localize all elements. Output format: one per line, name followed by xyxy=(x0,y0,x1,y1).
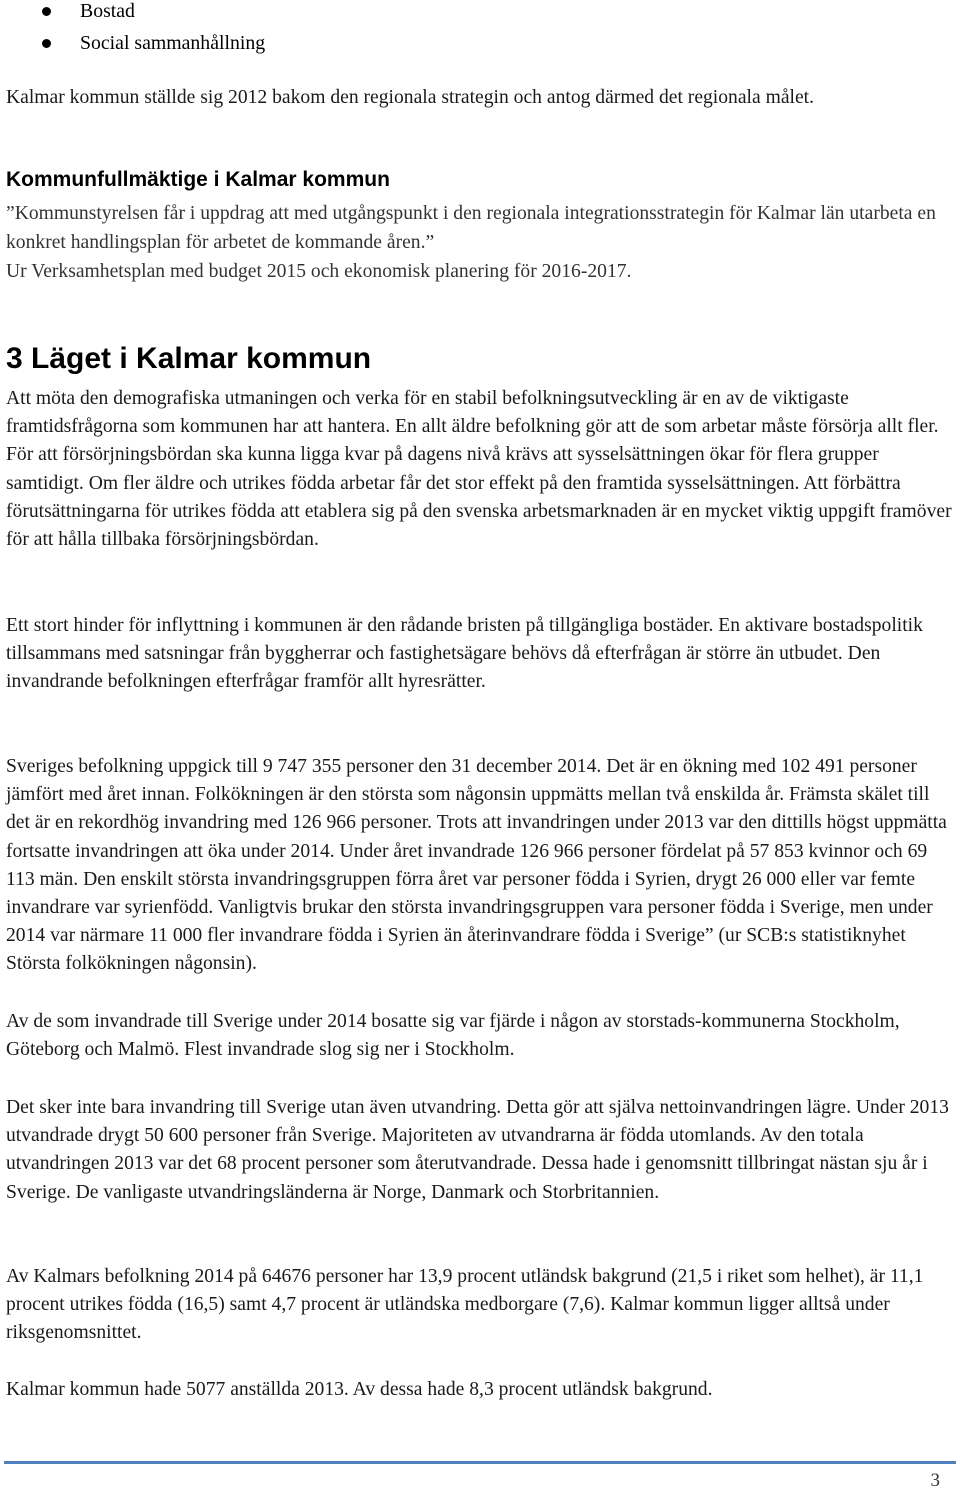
paragraph-demography: Att möta den demografiska utmaningen och verka för en stabil befolkningsutveckling är en av de viktigaste framtidsfrågorna som kommunen har att hantera. En allt äldre befolkning gör att de som arbetar måste försörja allt fler. För att försörjningsbördan ska kunna ligga kvar på dagens nivå krävs att sysselsättningen ökar för flera grupper samtidigt. Om fler äldre och utrikes födda arbetar får det stor effekt på den framtida sysselsättningen. Att förbättra förutsättningarna för utrikes födda att etablera sig på den svenska arbetsmarknaden är en mycket viktig uppgift framöver för att hålla tillbaka försörjningsbördan. xyxy=(6,388,952,551)
paragraph-housing: Ett stort hinder för inflyttning i kommunen är den rådande bristen på tillgängliga bostäder. En aktivare bostadspolitik tillsammans med satsningar från byggherrar och fastighetsägare behövs då efterfrågan är större än utbudet. Den invandrande befolkningen efterfrågar framför allt hyresrätter. xyxy=(6,615,923,693)
paragraph-kalmar-stats: Av Kalmars befolkning 2014 på 64676 personer har 13,9 procent utländsk bakgrund (21,5 i riket som helhet), är 11,1 procent utrikes födda (16,5) samt 4,7 procent är utländska medborgare (7,6). Kalmar kommun ligger alltså under riksgenomsnittet. xyxy=(6,1266,924,1344)
footer-rule xyxy=(4,1461,956,1464)
bullet-dot-icon xyxy=(42,7,51,16)
paragraph-metro: Av de som invandrade till Sverige under 2014 bosatte sig var fjärde i någon av storstads-kommunerna Stockholm, Göteborg och Malmö. Flest invandrade slog sig ner i Stockholm. xyxy=(6,1011,900,1061)
bullet-text: Bostad xyxy=(80,0,135,22)
bullet-item xyxy=(36,27,265,59)
paragraph-population: Sveriges befolkning uppgick till 9 747 355 personer den 31 december 2014. Det är en ökning med 102 491 personer jämfört med året innan. Folkökningen är den största som någonsin uppmätts mellan två enskilda år. Främsta skälet till det är en rekordhög invandring med 126 966 personer. Trots att invandringen under 2013 var den dittills högst uppmätta fortsatte invandringen att öka under 2014. Under året invandrade 126 966 personer fördelat på 57 853 kvinnor och 69 113 män. Den enskilt största invandringsgruppen förra året var personer födda i Syrien, drygt 26 000 eller var femte invandrare var syrienfödd. Vanligtvis brukar den största invandringsgruppen vara personer födda i Sverige, men under 2014 var närmare 11 000 fler invandrare födda i Syrien än återinvandrare födda i Sverige” (ur SCB:s statistiknyhet Största folkökningen någonsin). xyxy=(6,756,947,975)
section-heading: 3 Läget i Kalmar kommun xyxy=(6,342,372,375)
bullet-text: Social sammanhållning xyxy=(80,32,266,54)
paragraph-emigration: Det sker inte bara invandring till Sverige utan även utvandring. Detta gör att själva nettoinvandringen lägre. Under 2013 utvandrade drygt 50 600 personer från Sverige. Majoriteten av utvandrarna är födda utomlands. Av den totala utvandringen 2013 var det 68 procent personer som återutvandrade. Dessa hade i genomsnitt tillbringat nästan sju år i Sverige. De vanligaste utvandringsländerna är Norge, Danmark och Storbritannien. xyxy=(6,1097,949,1203)
bullet-dot-icon xyxy=(42,39,51,48)
intro-paragraph: Kalmar kommun ställde sig 2012 bakom den regionala strategin och antog därmed det regionala målet. xyxy=(6,87,815,108)
council-source: Ur Verksamhetsplan med budget 2015 och ekonomisk planering för 2016-2017. xyxy=(6,261,632,282)
bullet-item xyxy=(36,0,265,27)
page-number: 3 xyxy=(930,1470,940,1491)
bullet-list xyxy=(36,0,265,59)
council-quote: ”Kommunstyrelsen får i uppdrag att med utgångspunkt i den regionala integrationsstrategin för Kalmar län utarbeta en konkret handlingsplan för arbetet de kommande åren.” xyxy=(6,203,936,253)
paragraph-employees: Kalmar kommun hade 5077 anställda 2013. Av dessa hade 8,3 procent utländsk bakgrund. xyxy=(6,1379,713,1400)
council-heading: Kommunfullmäktige i Kalmar kommun xyxy=(6,168,390,191)
